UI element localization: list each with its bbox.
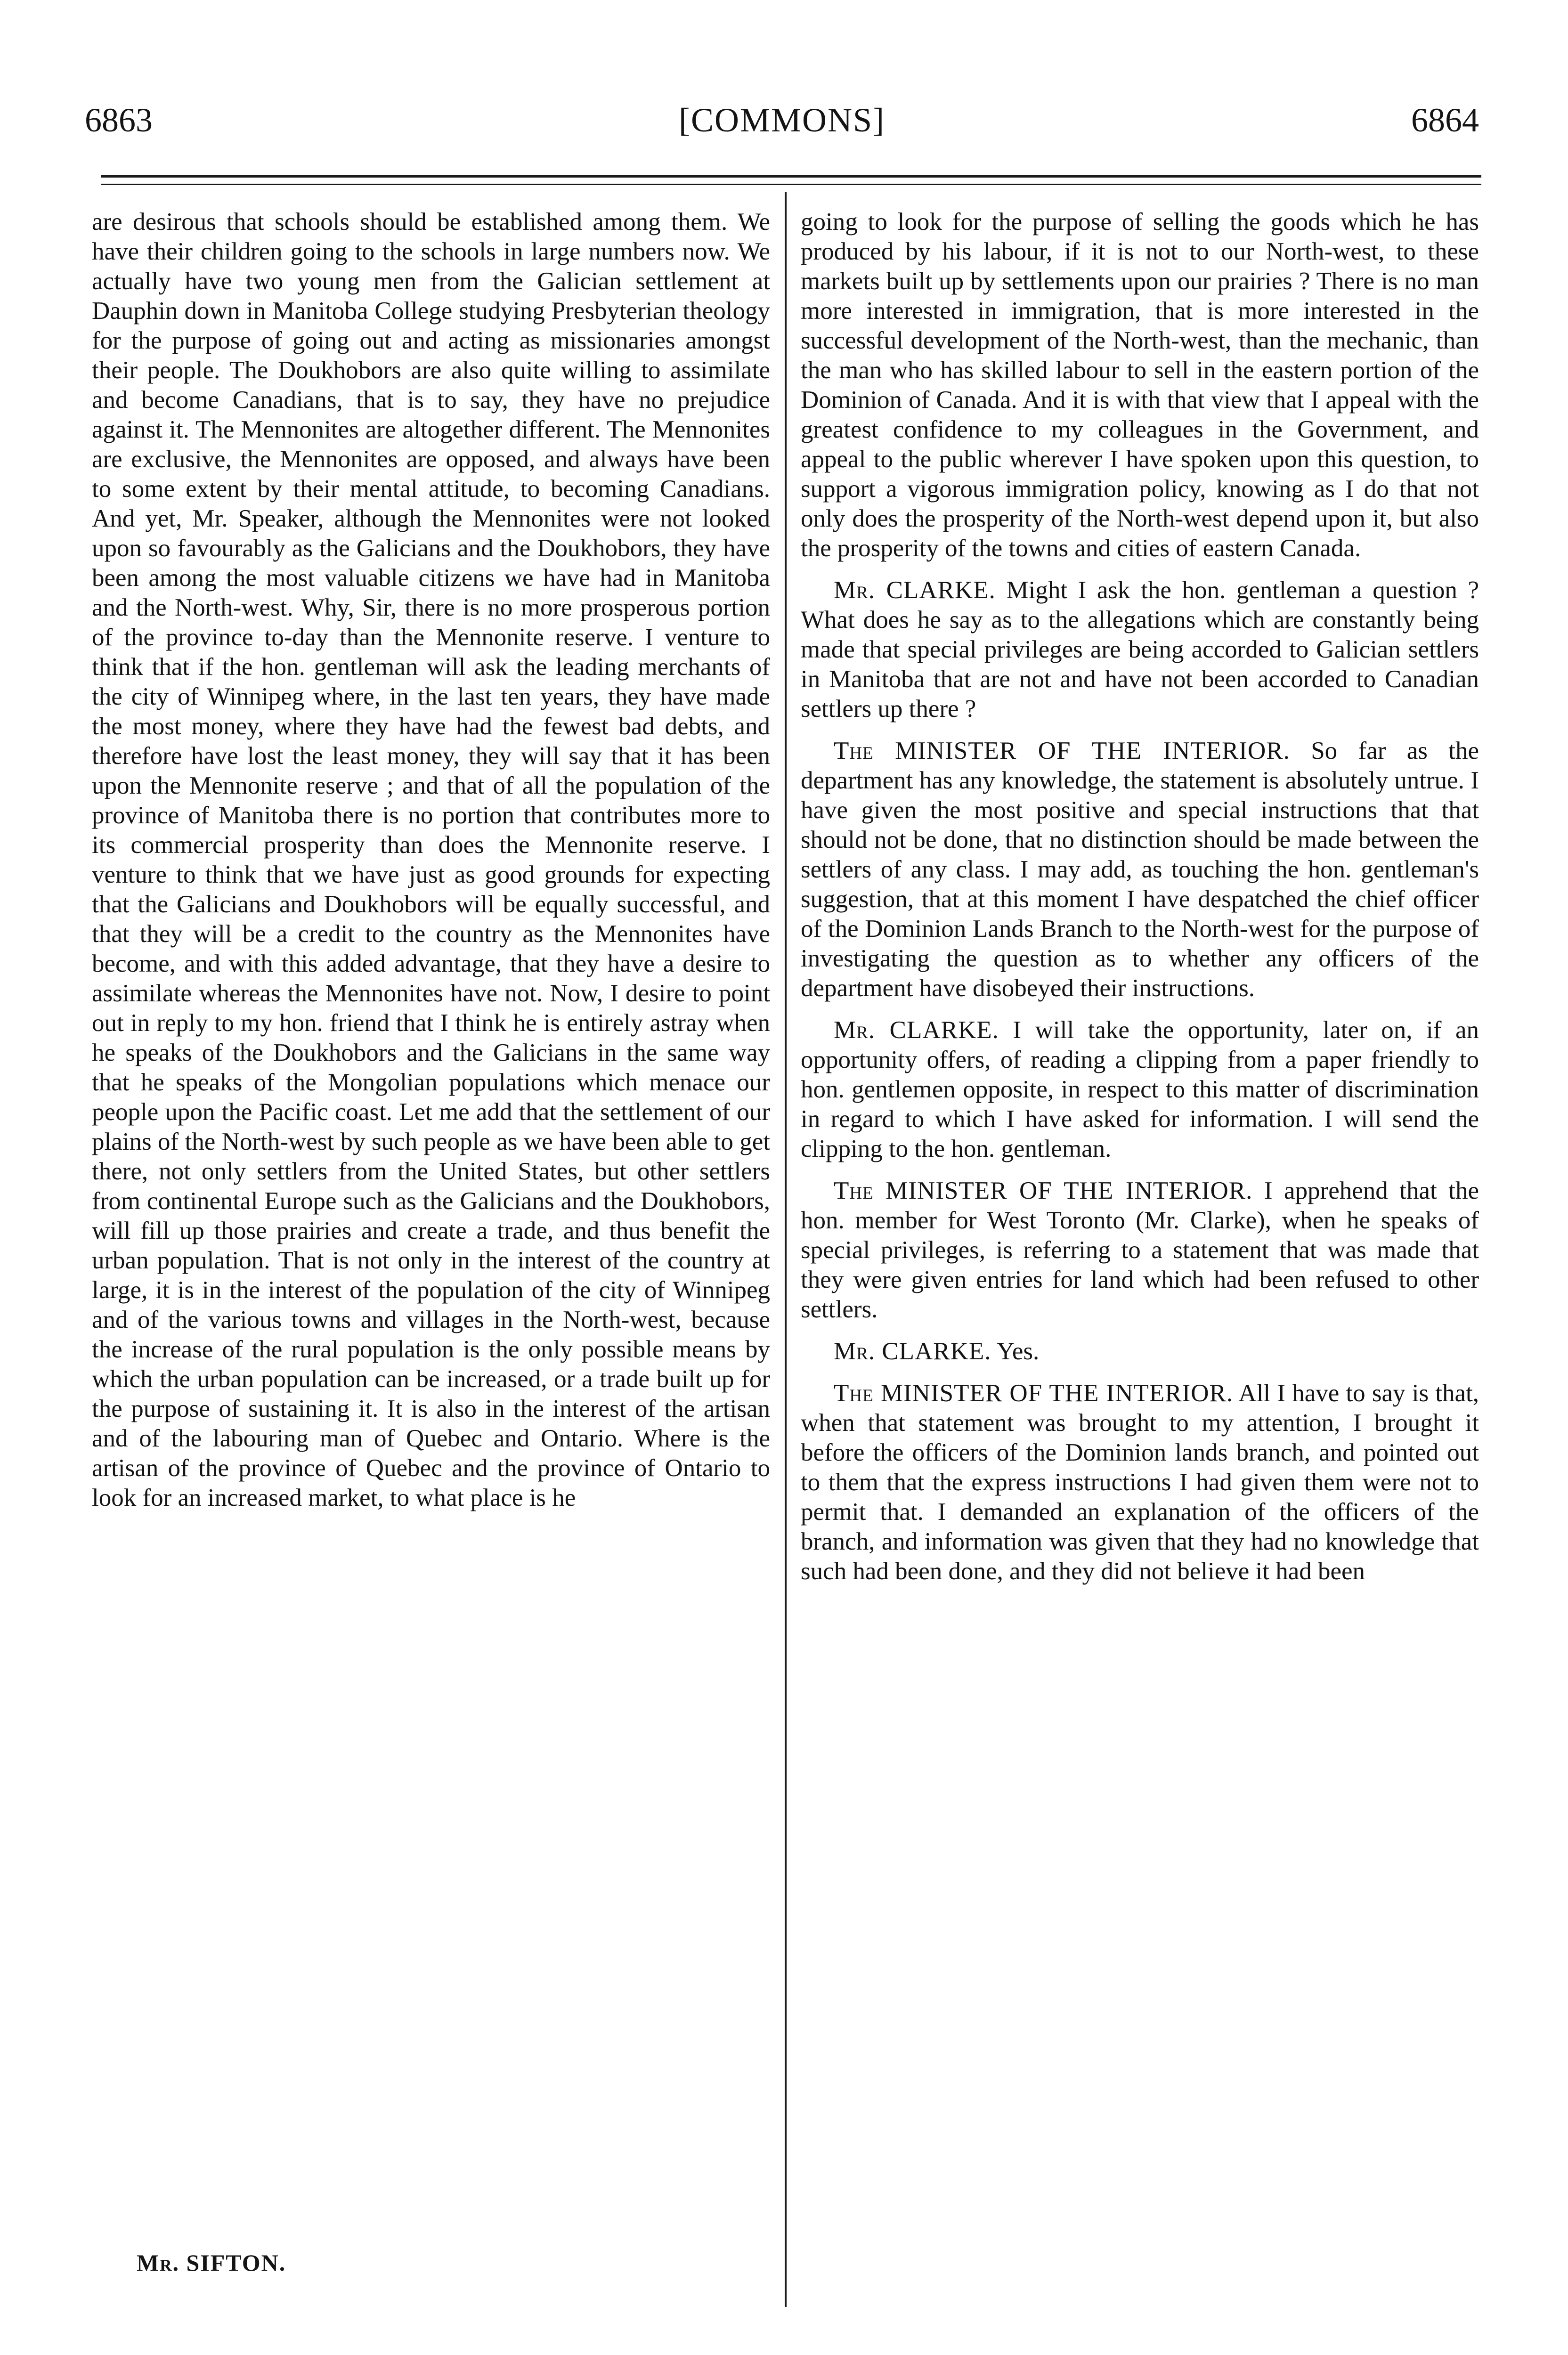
right-column	[801, 207, 1479, 1599]
speech-minister-final	[801, 1379, 1479, 1586]
left-column	[92, 207, 770, 1525]
page-number-right: 6864	[1411, 101, 1479, 139]
page-number-left: 6863	[85, 101, 153, 139]
speech-text: All I have to say is that, when that statement was brought to my attention, I brought it before the officers of the Dominion lands branch, and pointed out to them that the express instructions I had given them were not to permit that. I demanded an explanation of the officers of the branch, and information was given that they had no knowledge that such had been done, and they did not believe it had been	[801, 1380, 1479, 1585]
speech-minister-reply	[801, 736, 1479, 1003]
speech-clarke-yes	[801, 1337, 1479, 1366]
speech-text: I will take the opportunity, later on, if an opportunity offers, of reading a clipping from a paper friendly to hon. gentlemen opposite, in respect to this matter of discrimination in regard to which I have asked for information. I will send the clipping to the hon. gentleman.	[801, 1016, 1479, 1162]
speech-text: I apprehend that the hon. member for West Toronto (Mr. Clarke), when he speaks of special privileges, is referring to a statement that was made that they were given entries for land which had been refused to other settlers.	[801, 1177, 1479, 1323]
speaker-name: Mr. CLARKE.	[834, 1016, 999, 1044]
header-rule	[101, 175, 1481, 178]
footer-speaker: Mr. SIFTON.	[137, 2249, 286, 2276]
speech-text: Might I ask the hon. gentleman a question ? What does he say as to the allegations which are constantly being made that special privileges are being accorded to Galician settlers in Manitoba that are not and have not been accorded to Canadian settlers up there ?	[801, 577, 1479, 723]
speech-clarke-followup	[801, 1015, 1479, 1164]
speech-text: So far as the department has any knowledge, the statement is absolutely untrue. I have given the most positive and special instructions that that should not be done, that no distinction should be made between the settlers of any class. I may add, as touching the hon. gentleman's suggestion, that at this moment I have despatched the chief officer of the Dominion Lands Branch to the North-west for the purpose of investigating the question as to whether any officers of the department have disobeyed their instructions.	[801, 737, 1479, 1002]
speech-clarke-question	[801, 576, 1479, 724]
speech-text: Yes.	[996, 1338, 1040, 1365]
speech-minister-apprehend	[801, 1176, 1479, 1324]
header-rule-secondary	[101, 184, 1481, 185]
speaker-name: The MINISTER OF THE INTERIOR.	[834, 1177, 1253, 1204]
speaker-name: Mr. CLARKE.	[834, 1338, 991, 1365]
left-paragraph: are desirous that schools should be established among them. We have their children going to the schools in large numbers now. We actually have two young men from the Galician settlement at Dauphin down in Manitoba College studying Presbyterian theology for the purpose of going out and acting as missionaries amongst their people. The Doukhobors are also quite willing to assimilate and become Canadians, that is to say, they have no prejudice against it. The Mennonites are altogether different. The Mennonites are exclusive, the Mennonites are opposed, and always have been to some extent by their mental attitude, to becoming Canadians. And yet, Mr. Speaker, although the Mennonites were not looked upon so favourably as the Galicians and the Doukhobors, they have been among the most valuable citizens we have had in Manitoba and the North-west. Why, Sir, there is no more prosperous portion of the province to-day than the Mennonite reserve. I venture to think that if the hon. gentleman will ask the leading merchants of the city of Winnipeg where, in the last ten years, they have made the most money, where they have had the fewest bad debts, and therefore have lost the least money, they will say that it has been upon the Mennonite reserve ; and that of all the population of the province of Manitoba there is no portion that contributes more to its commercial prosperity than does the Mennonite reserve. I venture to think that we have just as good grounds for expecting that the Galicians and Doukhobors will be equally successful, and that they will be a credit to the country as the Mennonites have become, and with this added advantage, that they have a desire to assimilate whereas the Mennonites have not. Now, I desire to point out in reply to my hon. friend that I think he is entirely astray when he speaks of the Doukhobors and the Galicians in the same way that he speaks of the Mongolian populations which menace our people upon the Pacific coast. Let me add that the settlement of our plains of the North-west by such people as we have been able to get there, not only settlers from the United States, but other settlers from continental Europe such as the Galicians and the Doukhobors, will fill up those prairies and create a trade, and thus benefit the urban population. That is not only in the interest of the country at large, it is in the interest of the population of the city of Winnipeg and of the various towns and villages in the North-west, because the increase of the rural population is the only possible means by which the urban population can be increased, or a trade built up for the purpose of sustaining it. It is also in the interest of the artisan and of the labouring man of Quebec and Ontario. Where is the artisan of the province of Quebec and the province of Ontario to look for an increased market, to what place is he	[92, 208, 770, 1511]
column-divider	[785, 192, 787, 2307]
speaker-name: The MINISTER OF THE INTERIOR.	[834, 1380, 1234, 1407]
page-header	[85, 94, 1479, 146]
speaker-name: The MINISTER OF THE INTERIOR.	[834, 737, 1290, 764]
speaker-name: Mr. CLARKE.	[834, 577, 996, 604]
right-paragraph-continuation: going to look for the purpose of selling the goods which he has produced by his labour, if it is not to our North-west, to these markets built up by settlements upon our prairies ? There is no man more interested in immigration, that is more interested in the successful development of the North-west, than the mechanic, than the man who has skilled labour to sell in the eastern portion of the Dominion of Canada. And it is with that view that I appeal with the greatest confidence to my colleagues in the Government, and appeal to the public wherever I have spoken upon this question, to support a vigorous immigration policy, knowing as I do that not only does the prosperity of the North-west depend upon it, but also the prosperity of the towns and cities of eastern Canada.	[801, 208, 1479, 562]
page-title: [COMMONS]	[678, 101, 886, 139]
